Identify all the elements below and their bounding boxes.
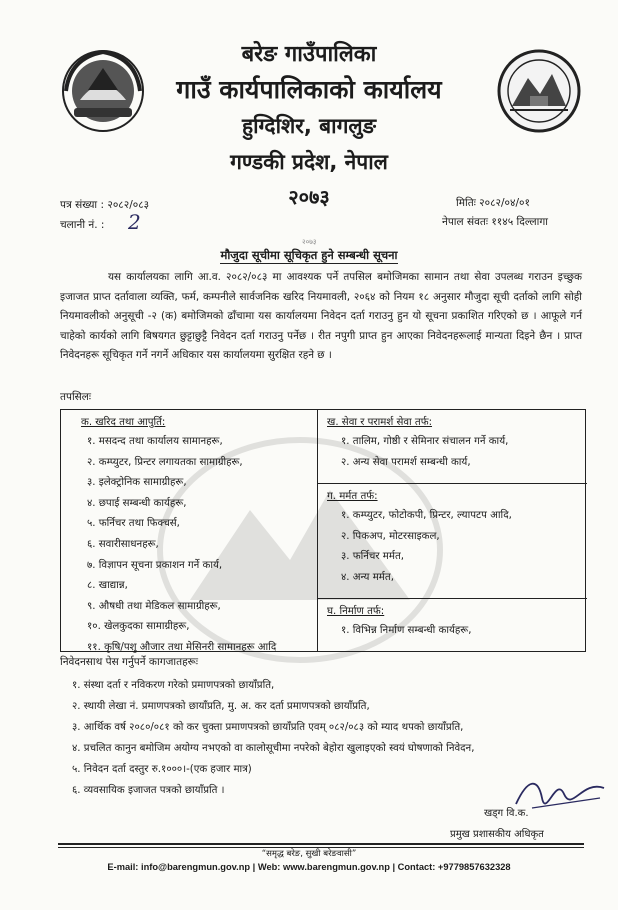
list-item: ३. आर्थिक वर्ष २०८०/०८१ को कर चुक्ता प्रमाणपत्रको छायाँप्रति एवम् ०८२/०८३ को म्याद थपको छायाँप्रति, (72, 722, 464, 733)
repair-section (327, 488, 583, 588)
list-item: ३. इलेक्ट्रोनिक सामाग्रीहरू, (87, 477, 187, 489)
details-label: तपसिलः (60, 391, 92, 403)
procurement-section (81, 414, 315, 659)
signatory-name: खड्ग वि.क. (484, 808, 529, 819)
list-item: ५. फर्निचर तथा फिक्चर्स, (87, 518, 180, 530)
list-item: १. संस्था दर्ता र नविकरण गरेको प्रमाणपत्रको छायाँप्रति, (72, 680, 275, 691)
signatory-title: प्रमुख प्रशासकीय अधिकृत (450, 829, 544, 840)
dispatch-number-label: चलानी नं. : (60, 219, 105, 231)
letter-number: पत्र संख्या : २०८२/०८३ (60, 199, 150, 211)
list-item: ६. सवारीसाधनहरू, (87, 538, 159, 550)
list-item: २. कम्प्युटर, प्रिन्टर लगायतका सामाग्रीहरू, (87, 456, 243, 468)
procurement-title: क. खरिद तथा आपुर्ति: (81, 417, 166, 428)
list-item: १. तालिम, गोष्ठी र सेमिनार संचालन गर्ने कार्य, (341, 436, 509, 447)
nepal-sambat: नेपाल संवतः ११४५ दिल्लागा (442, 216, 549, 228)
dispatch-number-handwritten: 2 (128, 210, 141, 234)
list-item: ९. औषधी तथा मेडिकल सामाग्रीहरू, (87, 600, 221, 612)
province-name: गण्डकी प्रदेश, नेपाल (230, 150, 388, 174)
construction-section (327, 603, 583, 642)
services-section (327, 414, 583, 473)
list-item: ६. व्यवसायिक इजाजत पत्रको छायाँप्रति । (72, 785, 225, 796)
office-name: गाउँ कार्यपालिकाको कार्यालय (176, 75, 442, 104)
date: मितिः २०८२/०४/०१ (456, 197, 530, 209)
list-item: १. कम्प्युटर, फोटोकपी, प्रिन्टर, ल्यापटप आदि, (341, 510, 512, 521)
construction-title: घ. निर्माण तर्फ: (327, 606, 385, 617)
footer-divider (58, 843, 584, 845)
list-item: १. मसदन्द तथा कार्यालय सामानहरू, (87, 436, 223, 447)
list-item: ५. निवेदन दर्ता दस्तुर रु.१०००।-(एक हजार मात्र) (72, 764, 252, 775)
table-divider (317, 483, 587, 484)
list-item: ४. अन्य मर्मत, (341, 571, 394, 583)
notice-title-text: मौजुदा सूचीमा सूचिकृत हुने सम्बन्धी सूचना (220, 248, 398, 262)
list-item: ७. विज्ञापन सूचना प्रकाशन गर्ने कार्य, (87, 559, 223, 571)
notice-body: यस कार्यालयका लागि आ.व. २०८२/०८३ मा आवश्यक पर्ने तपसिल बमोजिमका सामान तथा सेवा उपलब्ध गराउन इच्छुक इजाजत प्राप्त दर्तावाला व्यक्ति, फर्म, कम्पनीले सार्वजनिक खरिद नियमावली, २०६४ को नियम १८ अनुसार मौजुदा सूची दर्ताको लागि सोही नियमावलीको अनुसूची -२ (क) बमोजिमको ढाँचामा यस कार्यालयमा निवेदन दर्ता गराउनु हुन यो सूचना प्रकाशित गरिएको छ । आफूले गर्न चाहेको कार्यको लागि बिषयगत छुट्टाछुट्टै निवेदन दर्ता गराउनु पर्नेछ । रीत नपुगी प्राप्त हुन आएका निवेदनहरूलाई मान्यता दिइने छैन । प्राप्त निवेदनहरू सूचिकृत गर्ने नगर्ने अधिकार यस कार्यालयमा सुरक्षित रहने छ । (60, 271, 582, 362)
list-item: ११. कृषि/पशु औजार तथा मेसिनरी सामानहरू आदि (87, 641, 277, 653)
list-item: २. स्थायी लेखा नं. प्रमाणपत्रको छायाँप्रति, मु. अ. कर दर्ता प्रमाणपत्रको छायाँप्रति, (72, 701, 370, 712)
list-item: ४. प्रचलित कानुन बमोजिम अयोग्य नभएको वा कालोसूचीमा नपरेको बेहोरा खुलाइएको स्वयं घोषणाको निवेदन, (72, 743, 475, 754)
list-item: ३. फर्निचर मर्मत, (341, 551, 405, 563)
table-divider (317, 410, 318, 651)
notice-title (0, 248, 618, 263)
list-item: ४. छपाई सम्बन्धी कार्यहरू, (87, 497, 187, 509)
established-year: २०७३ (288, 185, 330, 209)
list-item: १. विभिन्न निर्माण सम्बन्धी कार्यहरू, (341, 625, 472, 636)
municipality-name: बरेङ गाउँपालिका (241, 42, 377, 67)
footer-contact: E-mail: info@barengmun.gov.np | Web: www.barengmun.gov.np | Contact: +9779857632328 (107, 862, 511, 872)
stamp-date: २०७३ (302, 238, 317, 246)
list-item: २. अन्य सेवा परामर्श सम्बन्धी कार्य, (341, 456, 471, 468)
list-item: १०. खेलकुदका सामाग्रीहरू, (87, 621, 190, 633)
table-divider (317, 598, 587, 599)
footer-slogan: “समृद्ध बरेङ, सुखी बरेङवासी” (261, 849, 357, 859)
repair-title: ग. मर्मत तर्फ: (327, 491, 378, 502)
category-table (60, 409, 586, 652)
services-title: ख. सेवा र परामर्श सेवा तर्फ: (327, 417, 433, 428)
documents-title: निवेदनसाथ पेस गर्नुपर्ने कागजातहरूः (60, 656, 198, 668)
office-location: हुग्दिशिर, बागलुङ (241, 114, 377, 138)
list-item: २. पिकअप, मोटरसाइकल, (341, 530, 440, 542)
list-item: ८. खाद्यान्न, (87, 580, 128, 592)
